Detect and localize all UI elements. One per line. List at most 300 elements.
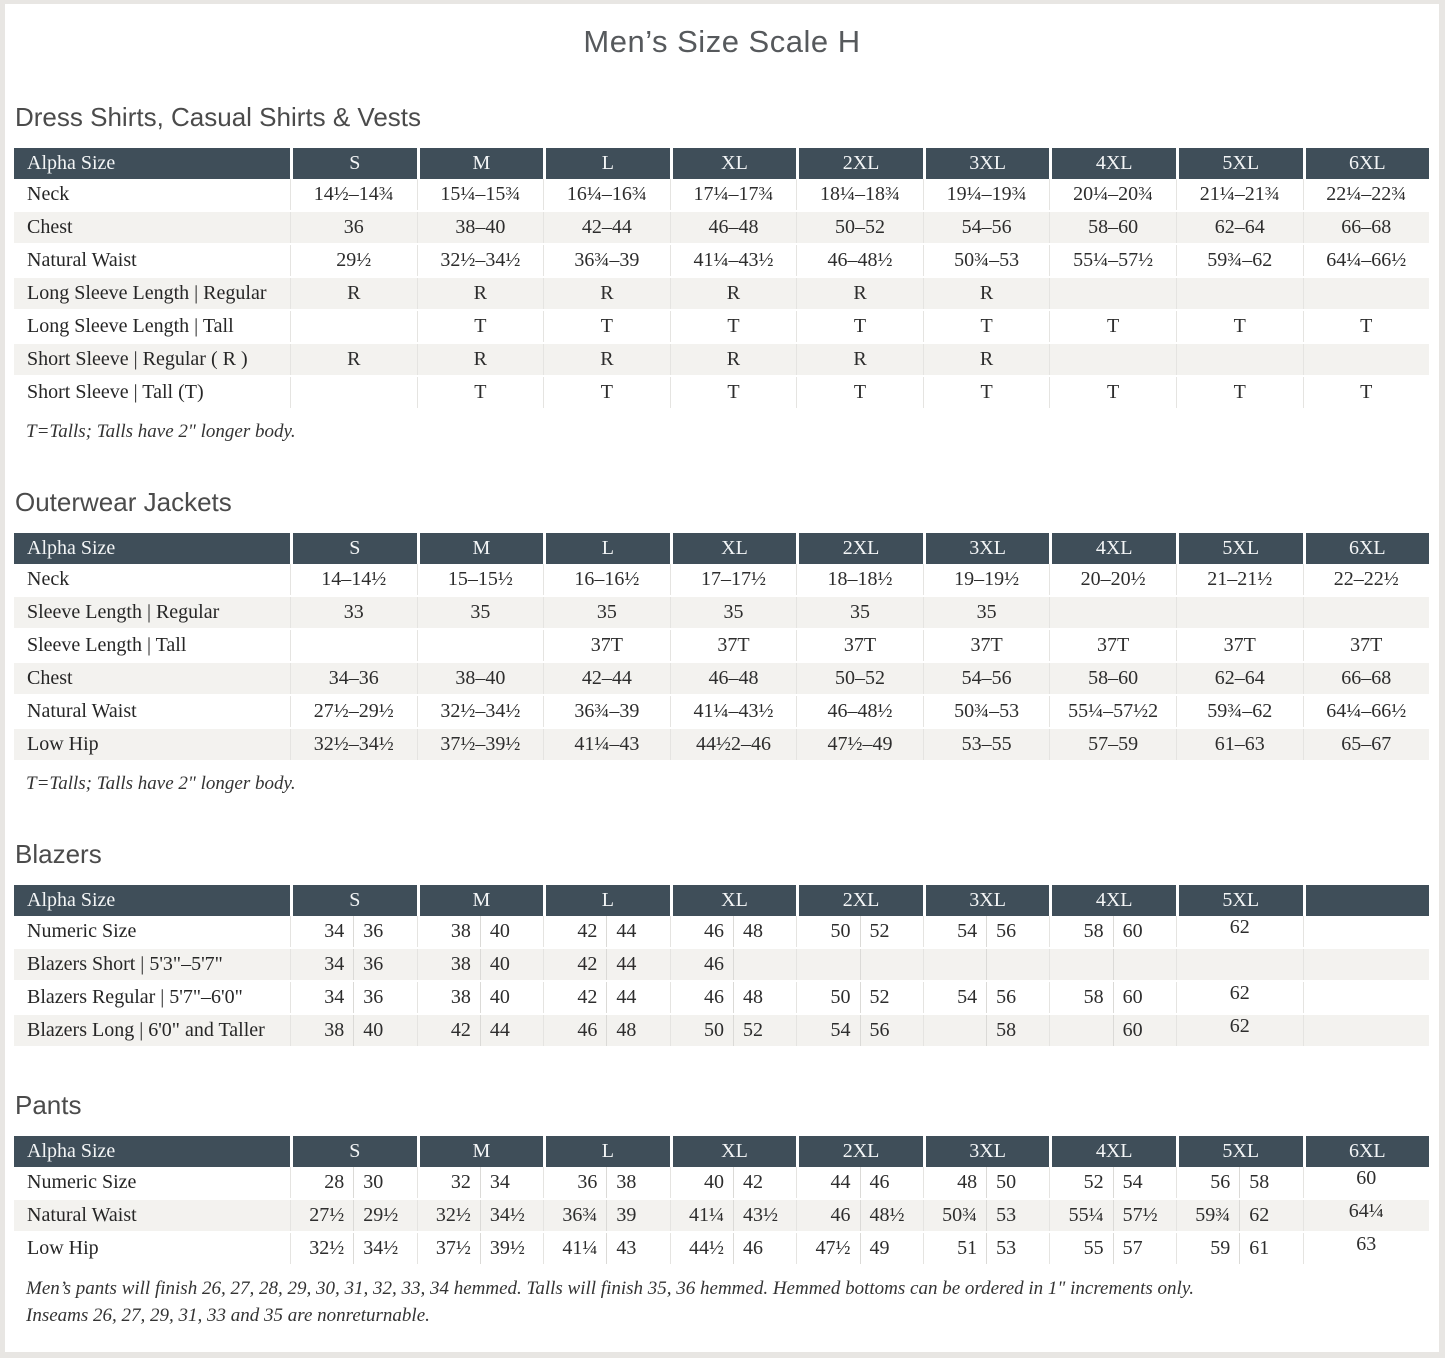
size-cell: R	[417, 344, 544, 375]
row-label: Low Hip	[27, 733, 99, 755]
size-value-right: 39½	[480, 1233, 543, 1264]
size-value	[1304, 982, 1430, 1013]
size-value: 64¼	[1348, 1200, 1384, 1222]
size-cell: T	[923, 311, 1050, 342]
size-value-right: 42	[733, 1167, 796, 1198]
size-value-left	[924, 1015, 986, 1046]
size-cell: T	[1049, 311, 1176, 342]
size-value: 60	[1356, 1167, 1377, 1189]
table-row	[14, 564, 1429, 597]
size-cell: 22–22½	[1303, 564, 1430, 595]
size-cell	[1303, 344, 1430, 375]
size-cell	[670, 1015, 797, 1046]
size-value-left: 47½	[815, 1237, 851, 1259]
size-value-left: 38	[450, 986, 471, 1008]
size-value	[1304, 916, 1430, 947]
size-cell	[543, 949, 670, 980]
size-cell: T	[417, 311, 544, 342]
column-header: 5XL	[1176, 885, 1303, 916]
size-cell: T	[796, 311, 923, 342]
size-cell	[543, 1200, 670, 1231]
section-1	[14, 102, 1430, 445]
column-header: 2XL	[796, 148, 923, 179]
size-cell: 19¼–19¾	[923, 179, 1050, 210]
size-cell: R	[796, 278, 923, 309]
column-header: 2XL	[796, 533, 923, 564]
column-header: 4XL	[1049, 533, 1176, 564]
table-footnote: Inseams 26, 27, 29, 31, 33 and 35 are nonreturnable.	[26, 1305, 430, 1326]
size-value-right: 36	[353, 916, 416, 947]
size-cell	[923, 1167, 1050, 1198]
size-value-right: 48	[606, 1015, 669, 1046]
section-3	[14, 839, 1430, 1048]
table-row	[14, 982, 1429, 1015]
size-cell: 37T	[670, 630, 797, 661]
size-cell	[1049, 278, 1176, 309]
row-label: Sleeve Length | Regular	[27, 601, 220, 623]
row-label: Numeric Size	[27, 1171, 137, 1193]
column-header	[1303, 885, 1430, 916]
row-label: Long Sleeve Length | Regular	[27, 282, 267, 304]
size-scale-page	[5, 4, 1439, 1352]
size-cell: 38–40	[417, 663, 544, 694]
size-cell: T	[670, 311, 797, 342]
size-value-right: 52	[860, 982, 923, 1013]
size-cell: 27½–29½	[290, 696, 417, 727]
size-cell: T	[796, 377, 923, 408]
size-cell: R	[290, 278, 417, 309]
size-cell: T	[417, 377, 544, 408]
size-cell: 42–44	[543, 663, 670, 694]
size-cell: 18–18½	[796, 564, 923, 595]
size-cell	[1303, 1233, 1430, 1264]
size-value-right: 39	[606, 1200, 669, 1231]
column-header: Alpha Size	[14, 885, 290, 916]
column-header: M	[417, 1136, 544, 1167]
table-footnote: Men’s pants will finish 26, 27, 28, 29, 30, 31, 32, 33, 34 hemmed. Talls will finish 35, 36 hemmed. Hemmed bottoms can be ordered in 1" increments only.	[26, 1278, 1194, 1299]
size-cell	[923, 982, 1050, 1013]
section-title: Blazers	[15, 839, 102, 869]
column-header: M	[417, 533, 544, 564]
size-cell: 46–48	[670, 663, 797, 694]
size-value	[1304, 949, 1430, 980]
size-cell: 18¼–18¾	[796, 179, 923, 210]
size-value-left: 36¾	[562, 1204, 598, 1226]
column-header: 3XL	[923, 1136, 1050, 1167]
size-value-right: 44	[606, 916, 669, 947]
size-cell	[1049, 982, 1176, 1013]
size-cell: 37T	[796, 630, 923, 661]
table-row	[14, 278, 1429, 311]
size-value-right: 38	[606, 1167, 669, 1198]
size-value-left: 32	[450, 1171, 471, 1193]
size-value-right: 40	[480, 982, 543, 1013]
size-cell: 17–17½	[670, 564, 797, 595]
size-cell: 33	[290, 597, 417, 628]
size-value-right: 46	[860, 1167, 923, 1198]
size-value-left: 55	[1083, 1237, 1104, 1259]
column-header: L	[543, 885, 670, 916]
size-cell	[1049, 597, 1176, 628]
size-cell: 62–64	[1176, 212, 1303, 243]
size-cell	[417, 1233, 544, 1264]
table-header-row	[14, 533, 1429, 564]
size-cell	[1303, 278, 1430, 309]
size-value-right: 56	[986, 916, 1049, 947]
size-value-left: 50	[830, 986, 851, 1008]
size-value-left: 38	[450, 953, 471, 975]
size-cell: 22¼–22¾	[1303, 179, 1430, 210]
size-value-left: 52	[1083, 1171, 1104, 1193]
size-cell: 32½–34½	[417, 696, 544, 727]
size-cell: 58–60	[1049, 212, 1176, 243]
table-row	[14, 212, 1429, 245]
size-value-left: 36	[577, 1171, 598, 1193]
size-cell: T	[1176, 311, 1303, 342]
size-value-left	[924, 949, 986, 980]
row-label: Blazers Short | 5'3"–5'7"	[27, 953, 223, 975]
size-cell	[417, 949, 544, 980]
sections	[14, 102, 1430, 1329]
size-cell	[1303, 597, 1430, 628]
size-cell: 46–48½	[796, 245, 923, 276]
size-value-right: 34½	[480, 1200, 543, 1231]
size-cell: 37T	[1176, 630, 1303, 661]
column-header: S	[290, 1136, 417, 1167]
size-value-right	[986, 949, 1049, 980]
size-cell	[1049, 1167, 1176, 1198]
column-header: 5XL	[1176, 1136, 1303, 1167]
size-cell	[290, 949, 417, 980]
size-cell	[923, 1015, 1050, 1046]
size-cell	[923, 949, 1050, 980]
size-value-left	[1050, 1015, 1112, 1046]
size-cell	[1049, 916, 1176, 947]
size-value-left: 46	[577, 1019, 598, 1041]
size-cell: 66–68	[1303, 663, 1430, 694]
size-cell: T	[923, 377, 1050, 408]
size-cell	[796, 1233, 923, 1264]
size-cell: R	[923, 344, 1050, 375]
table-row	[14, 729, 1429, 762]
size-cell: 14½–14¾	[290, 179, 417, 210]
size-cell: 20¼–20¾	[1049, 179, 1176, 210]
size-value-right: 40	[480, 916, 543, 947]
size-cell: 35	[923, 597, 1050, 628]
size-value-right: 54	[1113, 1167, 1176, 1198]
size-cell	[670, 1233, 797, 1264]
column-header: 6XL	[1303, 1136, 1430, 1167]
row-label: Chest	[27, 216, 73, 238]
size-cell: 15¼–15¾	[417, 179, 544, 210]
table-row	[14, 344, 1429, 377]
size-cell: 15–15½	[417, 564, 544, 595]
column-header: 6XL	[1303, 533, 1430, 564]
column-header: S	[290, 885, 417, 916]
size-cell	[1303, 949, 1430, 980]
size-value-right: 43½	[733, 1200, 796, 1231]
size-cell: R	[670, 344, 797, 375]
size-cell	[670, 916, 797, 947]
size-cell: 57–59	[1049, 729, 1176, 760]
size-value-left: 34	[324, 986, 345, 1008]
size-cell	[290, 630, 417, 661]
size-cell: 59¾–62	[1176, 696, 1303, 727]
size-value-right	[860, 949, 923, 980]
size-cell: 32½–34½	[290, 729, 417, 760]
column-header: 3XL	[923, 148, 1050, 179]
column-header: 4XL	[1049, 148, 1176, 179]
column-header: Alpha Size	[14, 148, 290, 179]
size-cell	[290, 1200, 417, 1231]
size-value-left: 34	[324, 953, 345, 975]
size-cell	[417, 1200, 544, 1231]
size-value-right: 44	[606, 982, 669, 1013]
size-value-left: 56	[1210, 1171, 1231, 1193]
size-value-left: 41¼	[688, 1204, 724, 1226]
size-cell	[670, 982, 797, 1013]
size-cell: 44½2–46	[670, 729, 797, 760]
size-value-left: 44½	[688, 1237, 724, 1259]
size-value-left: 46	[703, 953, 724, 975]
size-cell	[1176, 1015, 1303, 1046]
size-value-right: 53	[986, 1233, 1049, 1264]
size-cell: 54–56	[923, 212, 1050, 243]
row-label: Natural Waist	[27, 700, 137, 722]
size-cell	[543, 1015, 670, 1046]
table-header-row	[14, 1136, 1429, 1167]
size-cell	[670, 1167, 797, 1198]
size-value-left: 32½	[309, 1237, 345, 1259]
column-header: 5XL	[1176, 148, 1303, 179]
column-header: L	[543, 533, 670, 564]
size-cell	[543, 982, 670, 1013]
size-value-right: 50	[986, 1167, 1049, 1198]
size-value-left: 50	[830, 920, 851, 942]
size-cell: 35	[543, 597, 670, 628]
size-cell: 50–52	[796, 212, 923, 243]
table-footnote: T=Talls; Talls have 2" longer body.	[26, 421, 296, 442]
size-cell: 41¼–43	[543, 729, 670, 760]
size-cell: 42–44	[543, 212, 670, 243]
column-header: 2XL	[796, 1136, 923, 1167]
size-cell	[290, 311, 417, 342]
size-cell: R	[543, 344, 670, 375]
size-cell	[1303, 1200, 1430, 1231]
size-cell	[1049, 1200, 1176, 1231]
size-cell: 14–14½	[290, 564, 417, 595]
size-value	[1177, 949, 1303, 980]
table-row	[14, 696, 1429, 729]
table-header-row	[14, 148, 1429, 179]
size-cell	[796, 1167, 923, 1198]
size-value-left: 50	[703, 1019, 724, 1041]
size-cell: 66–68	[1303, 212, 1430, 243]
size-cell	[670, 949, 797, 980]
size-value-left: 37½	[435, 1237, 471, 1259]
size-cell: 59¾–62	[1176, 245, 1303, 276]
size-cell: 21¼–21¾	[1176, 179, 1303, 210]
column-header: 6XL	[1303, 148, 1430, 179]
size-cell: 19–19½	[923, 564, 1050, 595]
size-cell	[796, 949, 923, 980]
size-cell	[417, 1167, 544, 1198]
row-label: Neck	[27, 183, 70, 205]
size-cell	[290, 1015, 417, 1046]
size-value-right: 48	[733, 916, 796, 947]
size-cell: 37½–39½	[417, 729, 544, 760]
size-value-left: 38	[450, 920, 471, 942]
size-value-left	[797, 949, 859, 980]
size-cell: 21–21½	[1176, 564, 1303, 595]
section-title: Dress Shirts, Casual Shirts & Vests	[15, 102, 422, 132]
row-label: Sleeve Length | Tall	[27, 634, 187, 656]
size-value-right: 56	[986, 982, 1049, 1013]
row-label: Long Sleeve Length | Tall	[27, 315, 234, 337]
size-cell: R	[670, 278, 797, 309]
size-cell: 41¼–43½	[670, 696, 797, 727]
size-cell: 61–63	[1176, 729, 1303, 760]
row-label: Numeric Size	[27, 920, 137, 942]
size-cell: 17¼–17¾	[670, 179, 797, 210]
size-cell	[1176, 597, 1303, 628]
row-label: Short Sleeve | Regular ( R )	[27, 348, 248, 370]
row-label: Natural Waist	[27, 1204, 137, 1226]
column-header: 2XL	[796, 885, 923, 916]
size-cell: 37T	[1049, 630, 1176, 661]
size-cell: 29½	[290, 245, 417, 276]
column-header: M	[417, 148, 544, 179]
size-cell: 50¾–53	[923, 696, 1050, 727]
size-value-left: 58	[1083, 986, 1104, 1008]
column-header: XL	[670, 148, 797, 179]
size-cell: 36¾–39	[543, 696, 670, 727]
size-value-left: 27½	[309, 1204, 345, 1226]
size-value: 62	[1229, 916, 1250, 938]
size-cell: 65–67	[1303, 729, 1430, 760]
size-value-right: 48½	[860, 1200, 923, 1231]
size-cell	[417, 1015, 544, 1046]
size-cell	[1303, 916, 1430, 947]
section-4	[14, 1090, 1430, 1329]
size-cell: R	[796, 344, 923, 375]
page-title: Men’s Size Scale H	[583, 24, 861, 59]
size-cell: 35	[796, 597, 923, 628]
size-value-left: 59	[1210, 1237, 1231, 1259]
size-cell: 41¼–43½	[670, 245, 797, 276]
size-value-right: 60	[1113, 982, 1176, 1013]
row-label: Short Sleeve | Tall (T)	[27, 381, 204, 403]
size-cell	[1176, 1167, 1303, 1198]
size-cell	[1176, 344, 1303, 375]
table-row	[14, 630, 1429, 663]
size-value-right: 61	[1239, 1233, 1302, 1264]
column-header: S	[290, 533, 417, 564]
size-cell: 53–55	[923, 729, 1050, 760]
size-cell: 47½–49	[796, 729, 923, 760]
column-header: XL	[670, 1136, 797, 1167]
section-title: Pants	[15, 1090, 82, 1120]
table-row	[14, 916, 1429, 949]
size-value-right: 29½	[353, 1200, 416, 1231]
size-value-left: 54	[830, 1019, 851, 1041]
size-value-right	[1113, 949, 1176, 980]
size-value-left: 44	[830, 1171, 851, 1193]
size-cell	[923, 1233, 1050, 1264]
size-value-right: 57	[1113, 1233, 1176, 1264]
size-cell	[1176, 982, 1303, 1013]
size-value-right: 34	[480, 1167, 543, 1198]
size-value-right: 43	[606, 1233, 669, 1264]
table-row	[14, 377, 1429, 410]
size-value-right: 52	[860, 916, 923, 947]
size-cell	[1303, 1015, 1430, 1046]
table-row	[14, 1233, 1429, 1266]
size-value-left: 59¾	[1195, 1204, 1231, 1226]
size-cell	[1049, 1015, 1176, 1046]
size-cell	[417, 916, 544, 947]
size-value-right: 46	[733, 1233, 796, 1264]
size-cell	[796, 1200, 923, 1231]
size-cell: 37T	[923, 630, 1050, 661]
row-label: Blazers Long | 6'0" and Taller	[27, 1019, 265, 1041]
size-cell: 35	[417, 597, 544, 628]
table-row	[14, 1015, 1429, 1048]
size-value-right: 30	[353, 1167, 416, 1198]
size-cell: 46–48	[670, 212, 797, 243]
size-value-left: 46	[703, 920, 724, 942]
size-value-left: 54	[957, 920, 978, 942]
table-row	[14, 597, 1429, 630]
size-table	[14, 885, 1429, 1048]
section-title: Outerwear Jackets	[15, 487, 232, 517]
size-value-right: 49	[860, 1233, 923, 1264]
size-cell: 55¼–57½	[1049, 245, 1176, 276]
size-cell: 46–48½	[796, 696, 923, 727]
size-value-right: 56	[860, 1015, 923, 1046]
size-cell: 38–40	[417, 212, 544, 243]
table-row	[14, 311, 1429, 344]
table-row	[14, 1200, 1429, 1233]
column-header: 4XL	[1049, 885, 1176, 916]
size-cell: 35	[670, 597, 797, 628]
table-header-row	[14, 885, 1429, 916]
size-cell	[543, 916, 670, 947]
size-cell: 16¼–16¾	[543, 179, 670, 210]
row-label: Neck	[27, 568, 70, 590]
column-header: 3XL	[923, 885, 1050, 916]
size-cell: 55¼–57½2	[1049, 696, 1176, 727]
size-value-right: 57½	[1113, 1200, 1176, 1231]
column-header: L	[543, 1136, 670, 1167]
size-cell: T	[543, 377, 670, 408]
size-value-left: 42	[577, 986, 598, 1008]
section-2	[14, 487, 1430, 797]
column-header: Alpha Size	[14, 533, 290, 564]
size-cell: T	[1303, 311, 1430, 342]
size-value-right: 34½	[353, 1233, 416, 1264]
table-row	[14, 179, 1429, 212]
column-header: 5XL	[1176, 533, 1303, 564]
row-label: Natural Waist	[27, 249, 137, 271]
size-cell: 36	[290, 212, 417, 243]
size-value-left: 55¼	[1068, 1204, 1104, 1226]
size-value-left: 48	[957, 1171, 978, 1193]
size-cell: 34–36	[290, 663, 417, 694]
size-cell	[1049, 1233, 1176, 1264]
size-cell: T	[1303, 377, 1430, 408]
size-cell	[1176, 949, 1303, 980]
